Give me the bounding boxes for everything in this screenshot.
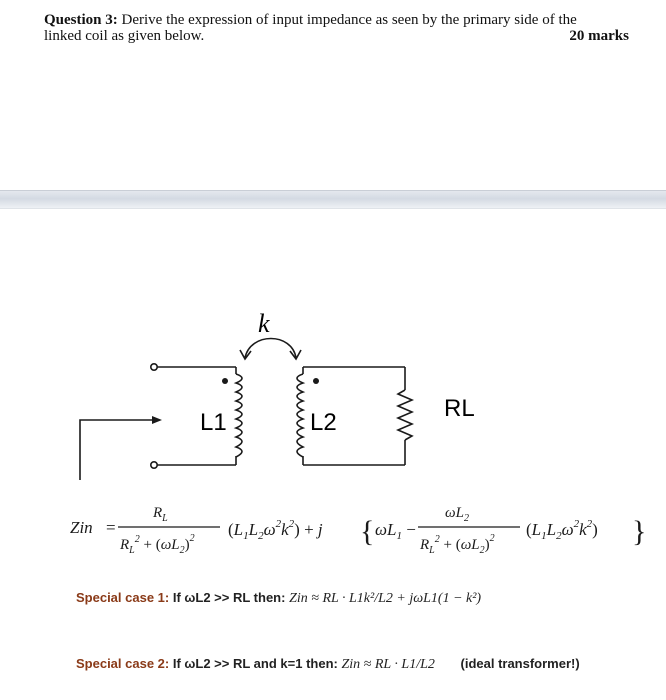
svg-text:(L1L2ω2k2): $(L_1L_2\omega^2k^2)$: [526, 518, 598, 542]
coupling-label: k: [258, 309, 270, 338]
coupling-arc: [245, 339, 296, 359]
divider-band: [0, 190, 666, 209]
question-header: [44, 12, 629, 44]
input-arrow-line: [80, 420, 152, 480]
special-case-2-result: Zin ≈ RL · L1/L2: [341, 657, 435, 672]
special-case-2-condition: If ωL2 >> RL and k=1 then:: [172, 656, 338, 671]
special-case-2: [76, 656, 580, 673]
special-case-1-result: Zin ≈ RL · L1k²/L2 + jωL1(1 − k²): [289, 591, 482, 606]
impedance-equation: [70, 497, 655, 567]
special-case-1-label: Special case 1:: [76, 590, 170, 605]
special-case-2-label: Special case 2:: [76, 656, 170, 671]
question-text-2: linked coil as given below.: [44, 28, 205, 44]
terminal-bottom: [151, 462, 157, 468]
svg-text:}: }: [632, 515, 647, 548]
load-resistor: [398, 390, 412, 440]
question-line-2: [44, 28, 629, 44]
terminal-top: [151, 364, 157, 370]
svg-text:{: {: [360, 515, 375, 548]
load-label: RL: [444, 395, 475, 422]
question-line-1: [44, 12, 629, 28]
question-text-1: Derive the expression of input impedance as seen by the primary side of the: [117, 12, 577, 28]
svg-text:(L1L2ω2k2) + j: $(L_1L_2\omega^2k^2) + j$: [228, 518, 323, 542]
coupled-coil-circuit: [0, 290, 666, 480]
ideal-transformer-note: (ideal transformer!): [460, 656, 580, 671]
svg-text:ωL2: $\omega L_2$: [445, 505, 469, 524]
dot-secondary: [313, 378, 319, 384]
secondary-coil: [297, 374, 303, 457]
input-arrow-head: [152, 416, 162, 424]
special-case-1: [76, 590, 481, 607]
svg-text:RL2 + (ωL2)2: $R_L^2 + (\omega L_2)^2$: [420, 533, 495, 556]
question-label: Question 3:: [44, 12, 118, 28]
equation-lhs: Zin: [70, 518, 93, 537]
question-marks: 20 marks: [569, 28, 629, 44]
svg-text:RL: $R_L$: [153, 505, 168, 524]
primary-coil-label: L1: [200, 409, 227, 436]
special-case-1-condition: If ωL2 >> RL then:: [172, 590, 286, 605]
svg-text:ωL1 −: $\omega L_1$ −: [375, 520, 416, 542]
svg-text:=: =: [106, 518, 116, 537]
primary-coil: [236, 374, 242, 457]
svg-text:RL2 + (ωL2)2: $R_L^2 + (\omega L_2)^2$: [120, 533, 195, 556]
secondary-coil-label: L2: [310, 409, 337, 436]
dot-primary: [222, 378, 228, 384]
